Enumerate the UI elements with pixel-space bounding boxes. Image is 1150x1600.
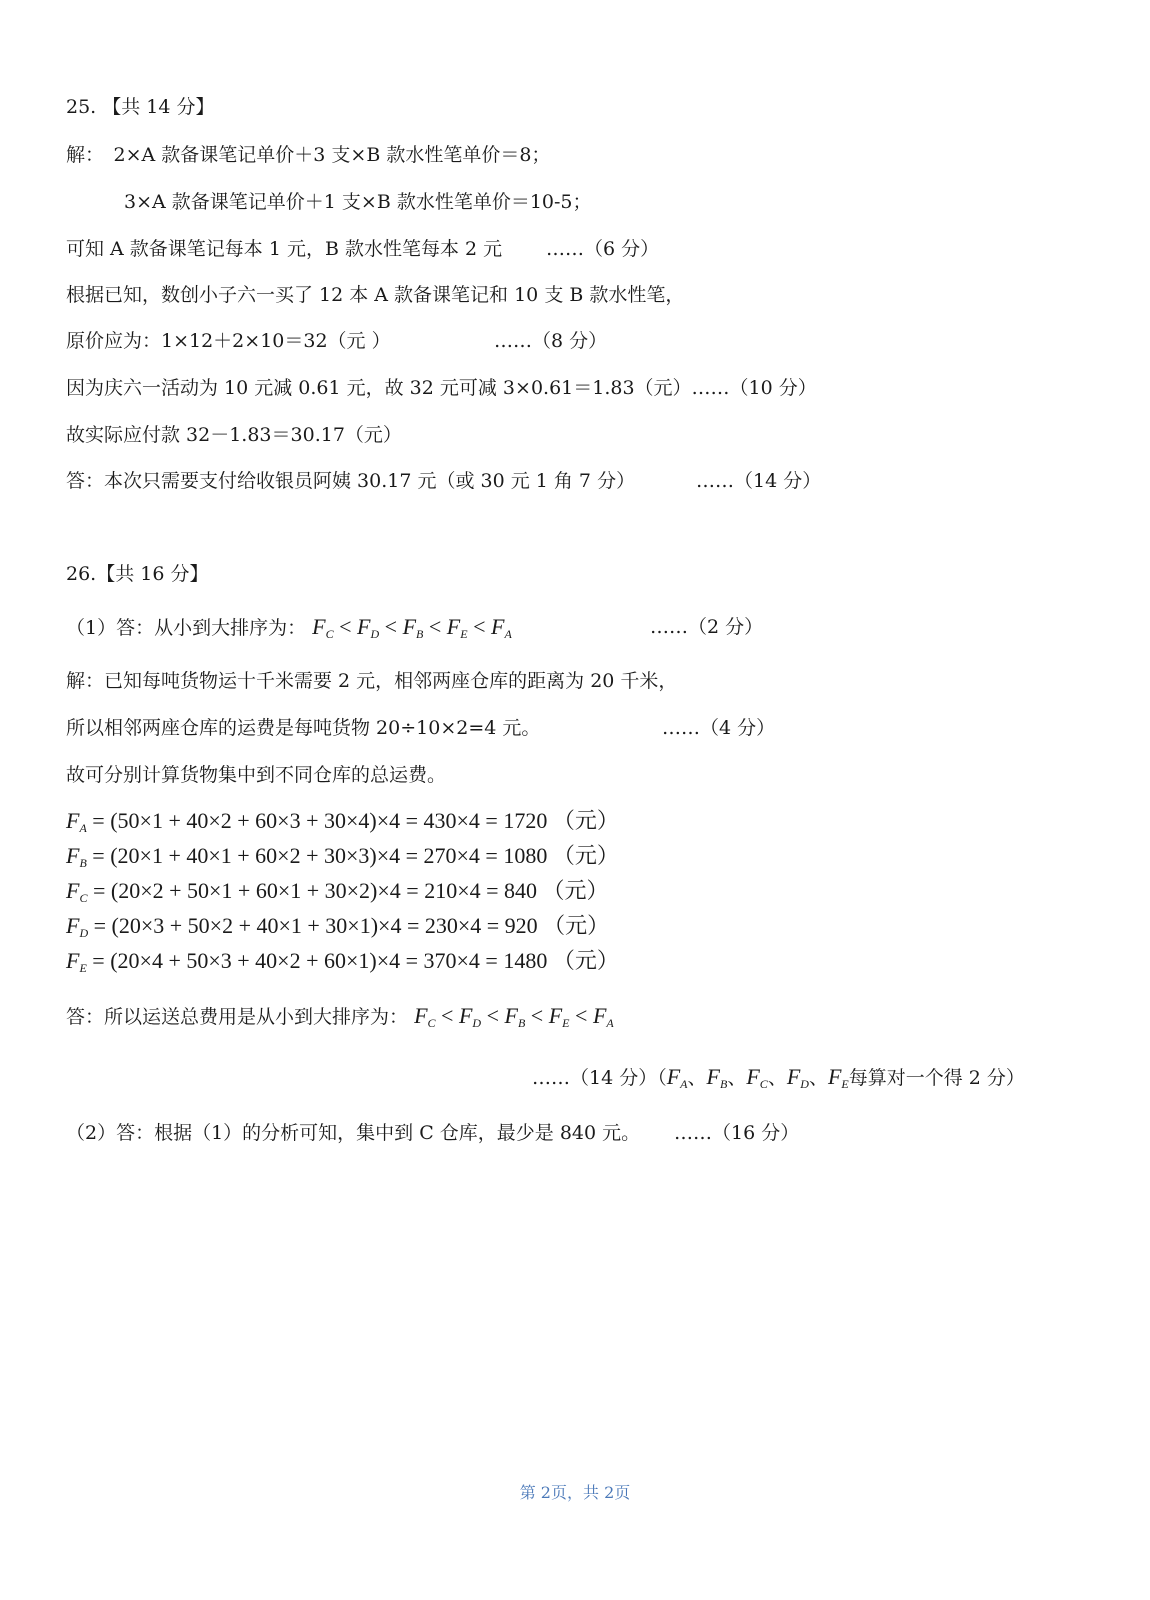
q26-part2-score: ……（16 分） — [674, 1122, 800, 1144]
q25-line8-score: ……（14 分） — [696, 470, 822, 492]
equation-FD: $F_D = (20\times 3 + 50\times 2 + 40\times 1 + 30\times 1)\times 4 = 230\times 4 = 920$ （元） — [66, 913, 610, 940]
q26-scoring-note: ……（14 分）（$F_A$、$F_B$、$F_C$、$F_D$、$F_E$每算对一个得 2 分） — [532, 1064, 1025, 1091]
q25-line7: 故实际应付款 32－1.83＝30.17（元） — [66, 424, 402, 446]
q26-solution-line2-score: ……（4 分） — [662, 717, 776, 739]
order-expression: $F_C < F_D < F_B < F_E < F_A$ — [312, 614, 512, 641]
q25-line8: 答：本次只需要支付给收银员阿姨 30.17 元（或 30 元 1 角 7 分） — [66, 470, 636, 492]
equation-FA: $F_A = (50\times 1 + 40\times 2 + 60\times 3 + 30\times 4)\times 4 = 430\times 4 = 1720$ （元） — [66, 808, 619, 835]
q25-line6: 因为庆六一活动为 10 元减 0.61 元，故 32 元可减 3×0.61＝1.83（元）……（10 分） — [66, 377, 817, 399]
q26-header: 26.【共 16 分】 — [66, 563, 209, 585]
q25-line5-score: ……（8 分） — [494, 330, 608, 352]
q26-solution-line2: 所以相邻两座仓库的运费是每吨货物 20÷10×2=4 元。 — [66, 717, 541, 739]
q25-line2: 3×A 款备课笔记单价＋1 支×B 款水性笔单价＝10-5； — [124, 191, 592, 213]
q25-line3-score: ……（6 分） — [546, 238, 660, 260]
q26-solution-line1: 解：已知每吨货物运十千米需要 2 元，相邻两座仓库的距离为 20 千米， — [66, 670, 678, 692]
q25-header: 25. 【共 14 分】 — [66, 96, 215, 118]
equation-FC: $F_C = (20\times 2 + 50\times 1 + 60\times 1 + 30\times 2)\times 4 = 210\times 4 = 840$ （元） — [66, 878, 609, 905]
q26-part2-answer: （2）答：根据（1）的分析可知，集中到 C 仓库，最少是 840 元。 — [66, 1122, 641, 1144]
page-footer: 第 2页，共 2页 — [519, 1483, 631, 1502]
equation-FB: $F_B = (20\times 1 + 40\times 1 + 60\times 2 + 30\times 3)\times 4 = 270\times 4 = 1080$ （元） — [66, 843, 619, 870]
q26-answer-prefix: 答：所以运送总费用是从小到大排序为： — [66, 1006, 409, 1028]
q26-part1-answer — [66, 614, 512, 647]
q25-line5: 原价应为：1×12＋2×10＝32（元 ） — [66, 330, 391, 352]
answer-order-expression: $F_C < F_D < F_B < F_E < F_A$ — [414, 1003, 614, 1030]
q25-line4: 根据已知，数创小子六一买了 12 本 A 款备课笔记和 10 支 B 款水性笔， — [66, 284, 685, 306]
q25-line1: 解： 2×A 款备课笔记单价＋3 支×B 款水性笔单价＝8； — [66, 144, 551, 166]
q26-solution-line3: 故可分别计算货物集中到不同仓库的总运费。 — [66, 764, 447, 786]
q26-answer — [66, 1003, 614, 1036]
q26-part1-prefix: （1）答：从小到大排序为： — [66, 617, 307, 639]
equation-FE: $F_E = (20\times 4 + 50\times 3 + 40\times 2 + 60\times 1)\times 4 = 370\times 4 = 1480$ （元） — [66, 948, 619, 975]
q26-part1-score: ……（2 分） — [650, 616, 764, 638]
q25-line3: 可知 A 款备课笔记每本 1 元，B 款水性笔每本 2 元 — [66, 238, 503, 260]
